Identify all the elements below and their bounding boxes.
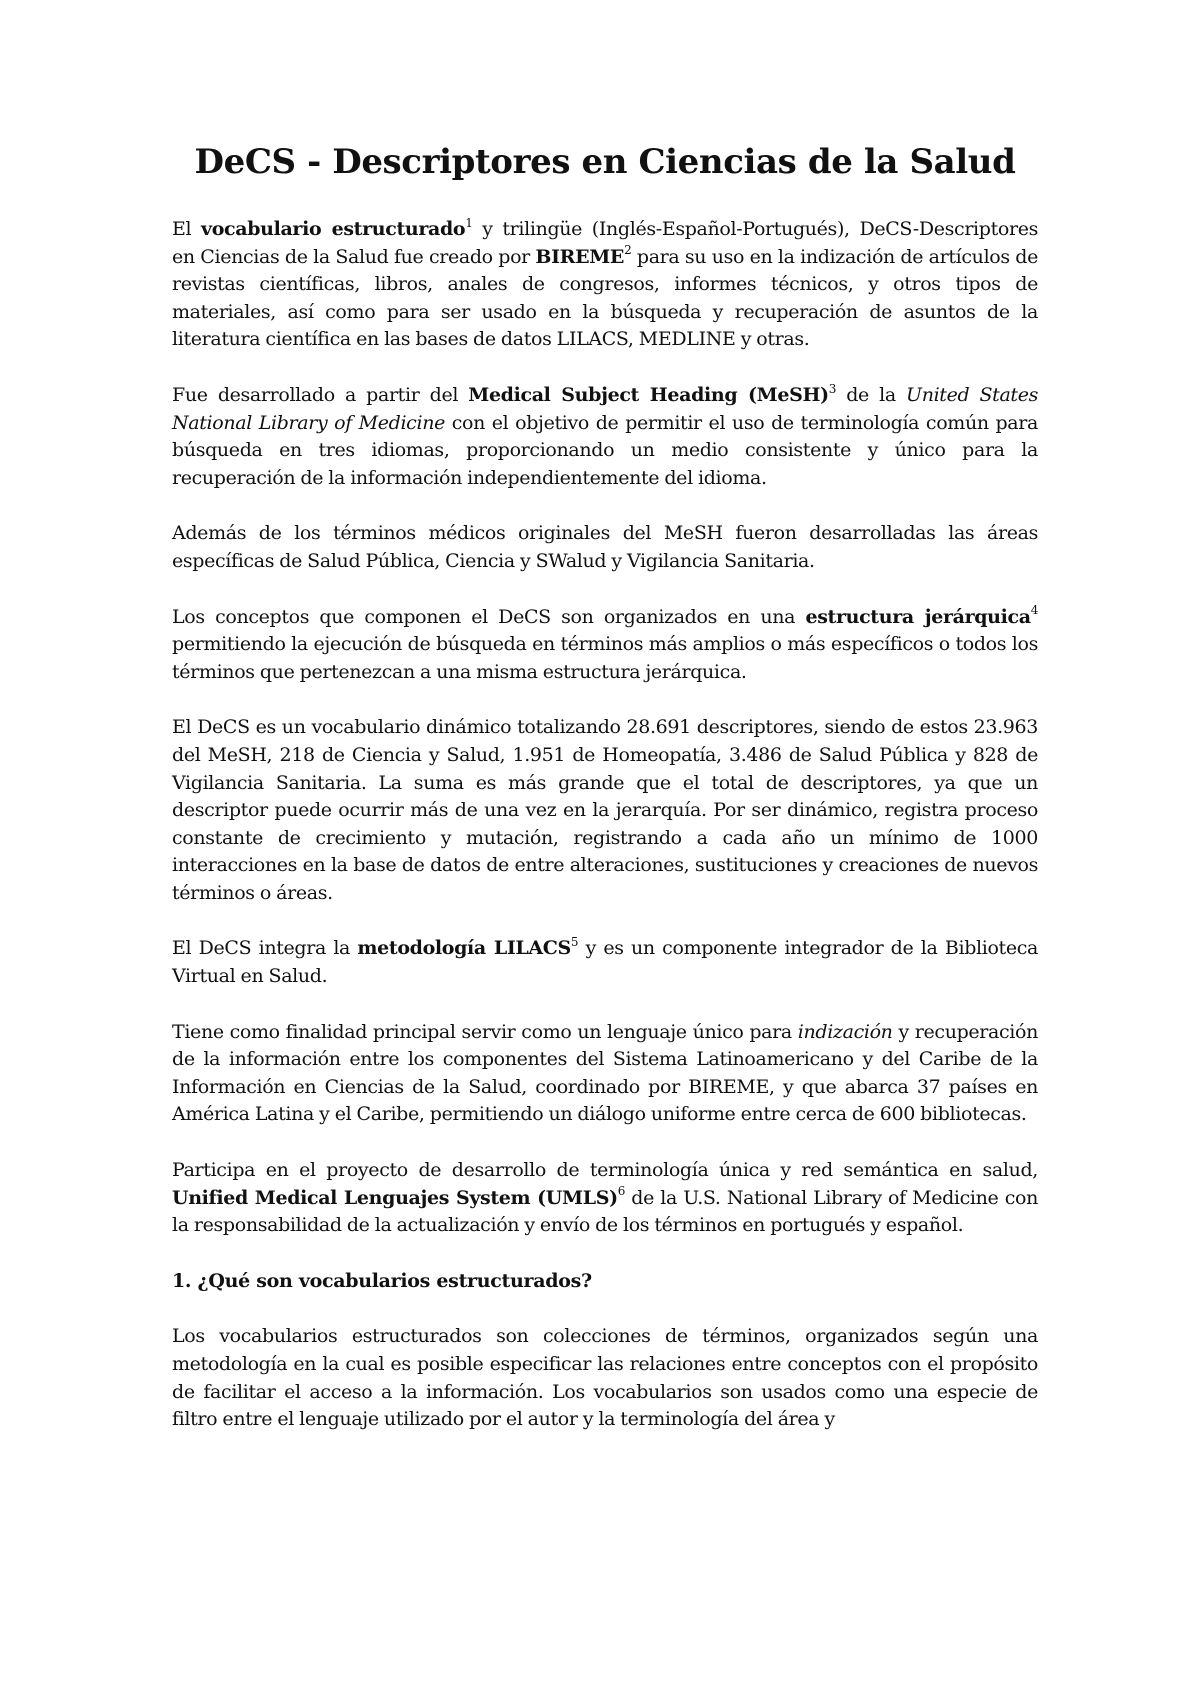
footnote-ref: 5 — [570, 935, 579, 950]
italic-term: indización — [797, 1020, 893, 1043]
text: Fue desarrollado a partir del — [172, 383, 469, 406]
document-body — [172, 142, 1038, 1462]
footnote-ref: 1 — [465, 215, 473, 230]
text: Tiene como finalidad principal servir como un lenguaje único para — [172, 1020, 798, 1043]
footnote-ref: 3 — [828, 381, 837, 396]
paragraph-8 — [172, 1157, 1038, 1240]
text: y recuperación de la información entre los componentes del Sistema Latinoamericano y del Caribe de la Información en Ciencias de la Salud, coordinado por BIREME, y que abarca 37 países en América Latina y el Caribe, permitiendo un diálogo uniforme entre cerca de 600 bibliotecas. — [172, 1020, 1038, 1126]
bold-term: BIREME — [535, 245, 625, 268]
bold-term: vocabulario estructurado — [201, 218, 466, 240]
bold-term: estructura jerárquica — [805, 605, 1031, 628]
section-heading: 1. ¿Qué son vocabularios estructurados? — [172, 1269, 592, 1292]
text: y es un componente integrador de la Biblioteca Virtual en Salud. — [172, 937, 1038, 988]
text: con el objetivo de permitir el uso de terminología común para búsqueda en tres idiomas, proporcionando un medio consistente y único para la recuperación de la información independientemente del idioma. — [172, 411, 1038, 489]
text: permitiendo la ejecución de búsqueda en términos más amplios o más específicos o todos los términos que pertenezcan a una misma estructura jerárquica. — [172, 633, 1038, 683]
paragraph-9: Los vocabularios estructurados son colecciones de términos, organizados según una metodología en la cual es posible especificar las relaciones entre conceptos con el propósito de facilitar el acceso a la información. Los vocabularios son usados como una especie de filtro entre el lenguaje utilizado por el autor y la terminología del área y — [172, 1325, 1038, 1431]
text: de la U.S. National Library of Medicine con la responsabilidad de la actualización y envío de los términos en portugués y español. — [172, 1186, 1038, 1237]
footnote-ref: 6 — [617, 1184, 626, 1199]
text: Participa en el proyecto de desarrollo de terminología única y red semántica en salud, — [172, 1159, 1038, 1182]
text: para su uso en la indización de artículos de revistas científicas, libros, anales de congresos, informes técnicos, y otros tipos de materiales, así como para ser usado en la búsqueda y recuperación de asuntos de la literatura científica en las bases de datos LILACS, MEDLINE y otras. — [172, 245, 1039, 351]
paragraph-2 — [172, 382, 1038, 492]
bold-term: Unified Medical Lenguajes System (UMLS) — [172, 1186, 618, 1209]
paragraph-4 — [172, 604, 1038, 687]
paragraph-5: El DeCS es un vocabulario dinámico totalizando 28.691 descriptores, siendo de estos 23.963 del MeSH, 218 de Ciencia y Salud, 1.951 de Homeopatía, 3.486 de Salud Pública y 828 de Vigilancia Sanitaria. La suma es más grande que el total de descriptores, ya que un descriptor puede ocurrir más de una vez en la jerarquía. Por ser dinámico, registra proceso constante de crecimiento y mutación, registrando a cada año un mínimo de 1000 interacciones en la base de datos de entre alteraciones, sustituciones y creaciones de nuevos términos o áreas. — [172, 716, 1038, 904]
text: y trilingüe (Inglés-Español-Portugués), DeCS-Descriptores en Ciencias de la Salud fue creado por — [172, 218, 1038, 268]
paragraph-1 — [172, 216, 1038, 354]
bold-term: Medical Subject Heading (MeSH) — [468, 383, 829, 406]
text: El DeCS integra la — [172, 937, 358, 960]
text: El — [172, 218, 201, 240]
text: Los conceptos que componen el DeCS son organizados en una — [172, 605, 806, 628]
footnote-ref: 4 — [1030, 603, 1038, 618]
paragraph-7 — [172, 1019, 1038, 1129]
text: de la — [836, 383, 907, 406]
italic-term: United States National Library of Medicine — [172, 383, 1039, 434]
footnote-ref: 2 — [624, 243, 632, 258]
bold-term: metodología LILACS — [357, 937, 571, 960]
paragraph-3: Además de los términos médicos originales del MeSH fueron desarrolladas las áreas específicas de Salud Pública, Ciencia y SWalud y Vigilancia Sanitaria. — [172, 522, 1038, 572]
document-title: DeCS - Descriptores en Ciencias de la Salud — [194, 142, 1016, 182]
paragraph-6 — [172, 935, 1038, 990]
